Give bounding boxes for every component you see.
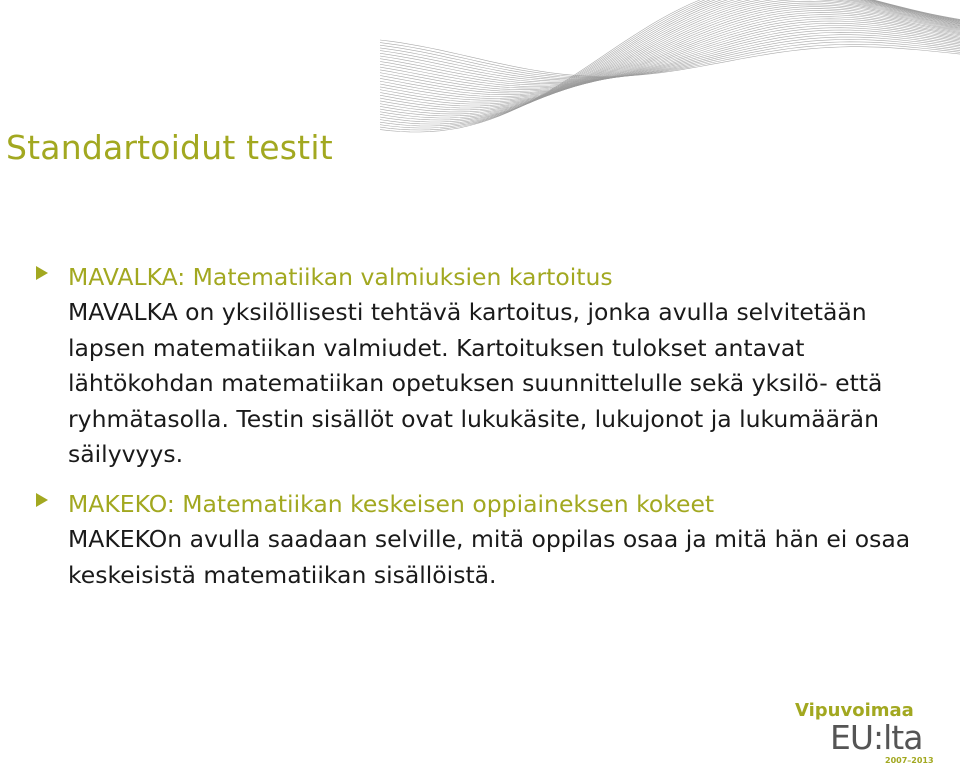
bullet-list [36,260,936,607]
ribbon-line [380,40,960,77]
decorative-ribbon-graphic [380,0,960,185]
ribbon-line [380,0,960,114]
item-body: MAVALKA on yksilöllisesti tehtävä kartoitus, jonka avulla selvitetään lapsen matematiikan valmiudet. Kartoituksen tulokset antavat lähtökohdan matematiikan opetuksen suunnittelulle sekä yksilö- että ryhmätasolla. Testin sisällöt ovat lukukäsite, lukujonot ja lukumäärän säilyvyys. [68,298,883,469]
list-item [36,260,936,473]
ribbon-line [380,0,960,126]
item-heading: MAKEKO: Matematiikan keskeisen oppiaineksen kokeet [68,489,715,518]
slide-title: Standartoidut testit [6,128,333,167]
logo-eulta: EU:lta [830,718,923,757]
logo-vipuvoimaa: Vipuvoimaa [795,700,914,721]
logo-years: 2007–2013 [885,756,934,765]
list-item [36,487,936,593]
ribbon-line [380,0,960,124]
item-heading: MAVALKA: Matematiikan valmiuksien kartoitus [68,263,613,291]
triangle-bullet-icon [36,493,48,507]
item-body: MAKEKOn avulla saadaan selville, mitä oppilas osaa ja mitä hän ei osaa keskeisistä matematiikan sisällöistä. [68,524,911,589]
triangle-bullet-icon [36,266,48,280]
ribbon-line [380,17,960,93]
eu-logo [795,700,945,768]
ribbon-line [380,43,960,78]
